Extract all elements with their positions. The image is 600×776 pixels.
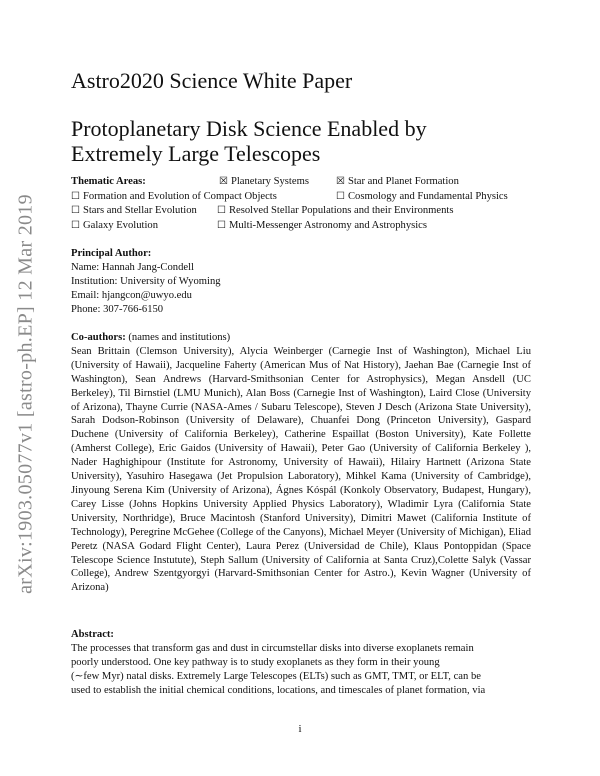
area-resolved-populations: ☐ Resolved Stellar Populations and their Environments xyxy=(217,205,454,216)
checkbox-empty-icon: ☐ xyxy=(336,190,345,202)
principal-author xyxy=(71,247,221,317)
checkbox-empty-icon: ☐ xyxy=(71,219,80,231)
abstract-line: poorly understood. One key pathway is to study exoplanets as they form in their young xyxy=(71,656,440,668)
abstract-heading: Abstract: xyxy=(71,629,114,640)
abstract xyxy=(71,628,531,698)
checkbox-empty-icon: ☐ xyxy=(71,190,80,202)
coauthors-list: Sean Brittain (Clemson University), Alycia Weinberger (Carnegie Inst of Washington), Michael Liu (University of Hawaii), Jacqueline Faherty (American Mus of Nat History), Jaehan Bae (Carnegie Inst of Washington), Sean Andrews (Harvard-Smithsonian Center for Astrophysics), Megan Ansdell (UC Berkeley), Til Birnstiel (LMU Munich), Alan Boss (Carnegie Inst of Washington), Laird Close (University of Arizona), Thayne Currie (NASA-Ames / Subaru Telescope), Steven J Desch (Arizona State University), Sarah Dodson-Robinson (University of Delaware), Chuanfei Dong (Princeton University), Gaspard Duchene (University of California Berkeley), Catherine Espaillat (Boston University), Kate Follette (Amherst College), Eric Gaidos (University of Hawaii), Peter Gao (University of California Berkeley ), Nader Haghighipour (Institute for Astronomy, University of Hawaii), Hilairy Hartnett (Arizona State University), Yasuhiro Hasegawa (Jet Propulsion Laboratory), Mihkel Kama (University of Cambridge), Jinyoung Serena Kim (University of Arizona), Ágnes Kóspál (Konkoly Observatory, Budapest, Hungary), Carey Lisse (Johns Hopkins University Applied Physics Laboratory), Wladimir Lyra (California State University, Northridge), Bruce Macintosh (Stanford University), Dimitri Mawet (California Institute of Technology), Peregrine McGehee (College of the Canyons), Michael Meyer (University of Michigan), Eliad Peretz (NASA Godard Flight Center), Laura Perez (Universidad de Chile), Klaus Pontoppidan (Space Telescope Science Instutute), Steph Sallum (University of California at Santa Cruz),Colette Salyk (Vassar College), Andrew Szentgyorgyi (Harvard-Smithsonian Center for Astro.), Kevin Wagner (University of Arizona) xyxy=(71,345,531,594)
author-institution: Institution: University of Wyoming xyxy=(71,275,221,287)
area-planetary-systems: ☒ Planetary Systems xyxy=(219,176,309,187)
area-compact-objects: ☐ Formation and Evolution of Compact Objects xyxy=(71,190,277,202)
coauthors-heading: Co-authors: xyxy=(71,332,126,343)
coauthors xyxy=(71,331,531,595)
abstract-line: The processes that transform gas and dust in circumstellar disks into diverse exoplanets remain xyxy=(71,642,474,654)
thematic-areas xyxy=(71,175,541,233)
checkbox-empty-icon: ☐ xyxy=(71,205,80,216)
paper-title xyxy=(71,116,427,166)
area-stellar-evolution: ☐ Stars and Stellar Evolution xyxy=(71,205,197,216)
title-line-2: Extremely Large Telescopes xyxy=(71,141,321,166)
author-name: Name: Hannah Jang-Condell xyxy=(71,261,194,273)
author-phone: Phone: 307-766-6150 xyxy=(71,303,164,315)
paper-header: Astro2020 Science White Paper xyxy=(71,68,353,93)
area-galaxy-evolution: ☐ Galaxy Evolution xyxy=(71,219,158,231)
area-cosmology: ☐ Cosmology and Fundamental Physics xyxy=(336,190,508,202)
thematic-label: Thematic Areas: xyxy=(71,176,146,187)
coauthors-note: (names and institutions) xyxy=(125,332,231,343)
abstract-line: (∼few Myr) natal disks. Extremely Large Telescopes (ELTs) such as GMT, TMT, or ELT, can be xyxy=(71,670,481,682)
title-line-1: Protoplanetary Disk Science Enabled by xyxy=(71,116,427,141)
arxiv-stamp-text: arXiv:1903.05077v1 [astro-ph.EP] 12 Mar 2019 xyxy=(14,194,37,594)
arxiv-stamp xyxy=(13,194,39,594)
page-number: i xyxy=(298,723,302,735)
abstract-line: used to establish the initial chemical conditions, locations, and timescales of planet formation, via xyxy=(71,684,486,696)
checkbox-empty-icon: ☐ xyxy=(217,219,226,231)
principal-author-heading: Principal Author: xyxy=(71,248,152,259)
author-email: Email: hjangcon@uwyo.edu xyxy=(71,289,192,301)
checkbox-empty-icon: ☐ xyxy=(217,205,226,216)
checkbox-checked-icon: ☒ xyxy=(219,176,228,187)
area-multi-messenger: ☐ Multi-Messenger Astronomy and Astrophysics xyxy=(217,219,428,231)
checkbox-checked-icon: ☒ xyxy=(336,176,345,187)
area-star-planet-formation: ☒ Star and Planet Formation xyxy=(336,176,459,187)
